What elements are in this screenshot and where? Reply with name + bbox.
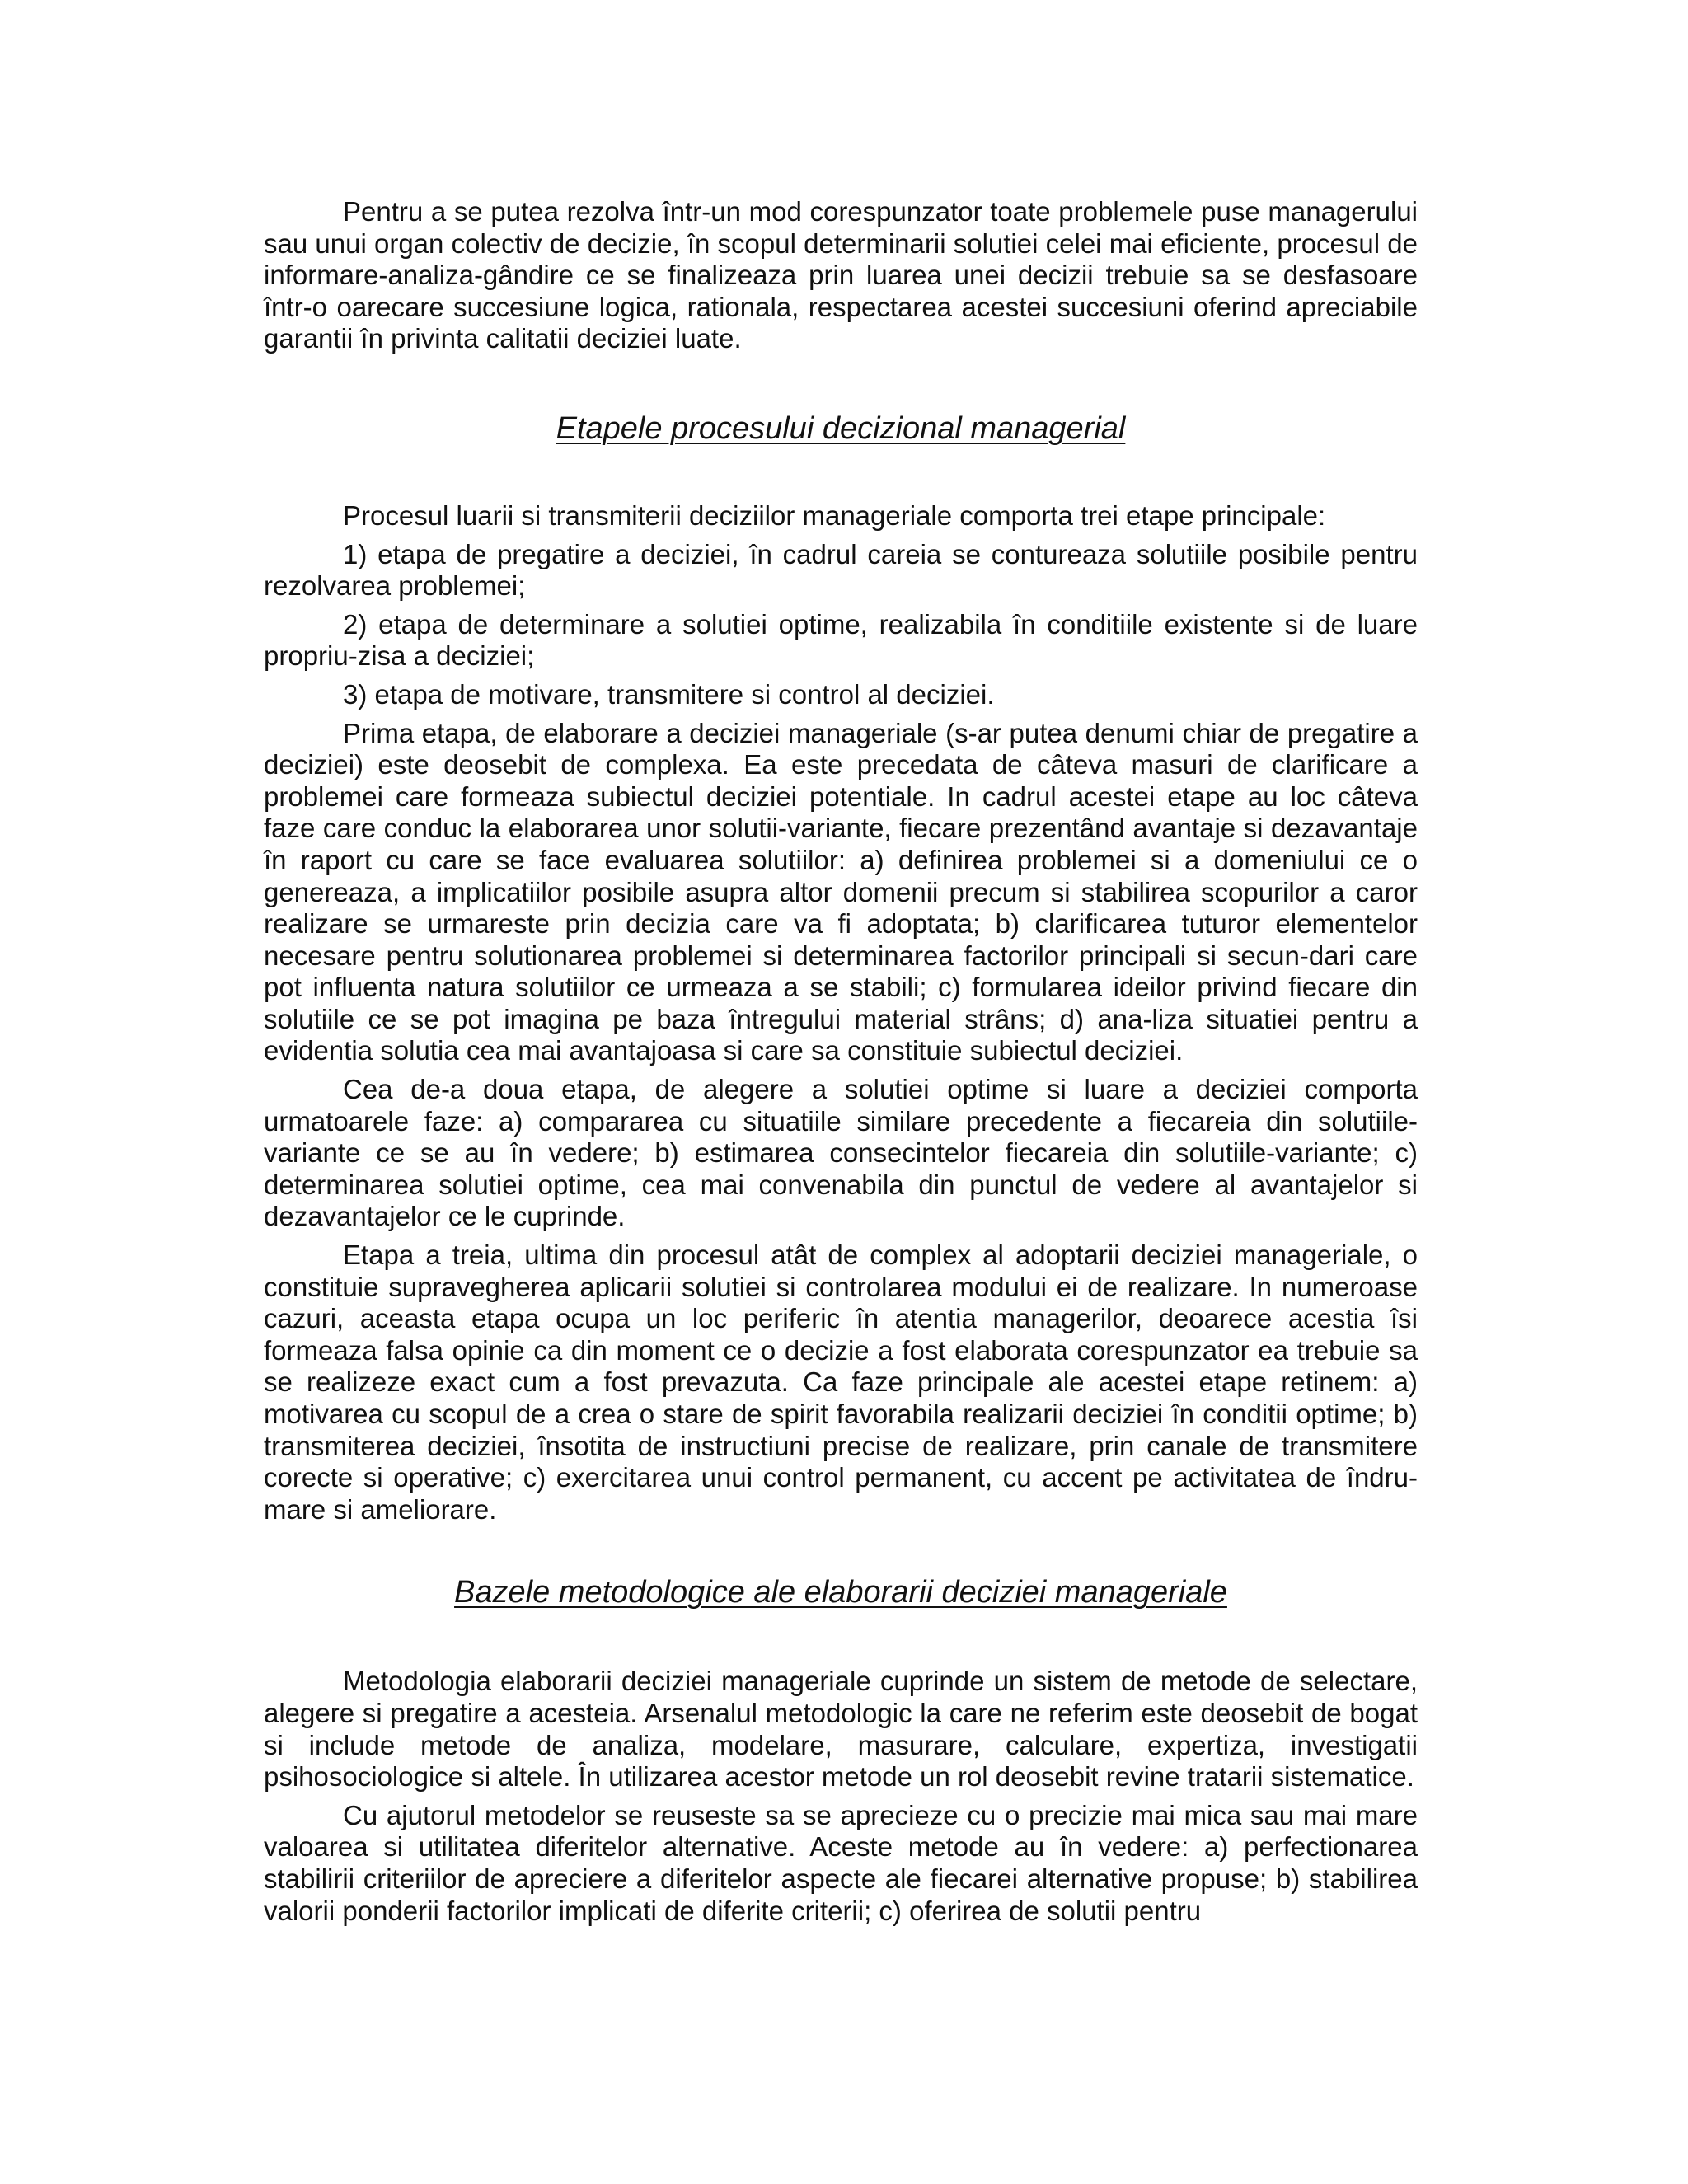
stage-1-item: 1) etapa de pregatire a deciziei, în cadrul careia se contureaza solutiile posibile pentru rezolvarea problemei; <box>264 538 1418 602</box>
intro-paragraph: Pentru a se putea rezolva într-un mod corespunzator toate problemele puse managerului sau unui organ colectiv de decizie, în scopul determinarii solutiei celei mai eficiente, procesul de informare-analiza-gândire ce se finalizeaza prin luarea unei decizii trebuie sa se desfasoare într-o oarecare succesiune logica, rationala, respectarea acestei succesiuni oferind apreciabile garantii în privinta calitatii deciziei luate. <box>264 196 1418 354</box>
stages-lead-paragraph: Procesul luarii si transmiterii deciziilor manageriale comporta trei etape principale: <box>343 499 1326 531</box>
document-page <box>264 196 1418 1933</box>
methods-paragraph: Cu ajutorul metodelor se reuseste sa se aprecieze cu o precizie mai mica sau mai mare valoarea si utilitatea diferitelor alternative. Aceste metode au în vedere: a) perfectionarea stabilirii criteriilor de apreciere a diferitelor aspecte ale fiecarei alternative propuse; b) stabilirea valorii ponderii factorilor implicati de diferite criterii; c) oferirea de solutii pentru <box>264 1799 1418 1926</box>
first-stage-paragraph: Prima etapa, de elaborare a deciziei manageriale (s-ar putea denumi chiar de pregatire a deciziei) este deosebit de complexa. Ea este precedata de câteva masuri de clarificare a problemei care formeaza subiectul deciziei potentiale. In cadrul acestei etape au loc câteva faze care conduc la elaborarea unor solutii-variante, fiecare prezentând avantaje si dezavantaje în raport cu care se face evaluarea solutiilor: a) definirea problemei si a domeniului ce o genereaza, a implicatiilor posibile asupra altor domenii precum si stabilirea scopurilor a caror realizare se urmareste prin decizia care va fi adoptata; b) clarificarea tuturor elementelor necesare pentru solutionarea problemei si determinarea factorilor principali si secun-dari care pot influenta natura solutiilor ce urmeaza a se stabili; c) formularea ideilor privind fiecare din solutiile ce se pot imagina pe baza întregului material strâns; d) ana-liza situatiei pentru a evidentia solutia cea mai avantajoasa si care sa constituie subiectul deciziei. <box>264 717 1418 1066</box>
section-heading-decision-stages: Etapele procesului decizional managerial <box>556 410 1126 446</box>
stage-3-item: 3) etapa de motivare, transmitere si control al deciziei. <box>343 678 995 710</box>
third-stage-paragraph: Etapa a treia, ultima din procesul atât de complex al adoptarii deciziei manageriale, o constituie supravegherea aplicarii solutiei si controlarea modului ei de realizare. In numeroase cazuri, aceasta etapa ocupa un loc periferic în atentia managerilor, deoarece acestia îsi formeaza falsa opinie ca din moment ce o decizie a fost elaborata corespunzator ea trebuie sa se realizeze exact cum a fost prevazuta. Ca faze principale ale acestei etape retinem: a) motivarea cu scopul de a crea o stare de spirit favorabila realizarii deciziei în conditii optime; b) transmiterea deciziei, însotita de instructiuni precise de realizare, prin canale de transmitere corecte si operative; c) exercitarea unui control permanent, cu accent pe activitatea de îndrumare si ameliorare. <box>264 1240 1418 1525</box>
section-heading-methodological-bases: Bazele metodologice ale elaborarii deciziei manageriale <box>454 1575 1227 1610</box>
stage-2-item: 2) etapa de determinare a solutiei optime, realizabila în conditiile existente si de luare propriu-zisa a deciziei; <box>264 608 1418 672</box>
methodology-paragraph: Metodologia elaborarii deciziei manageriale cuprinde un sistem de metode de selectare, alegere si pregatire a acesteia. Arsenalul metodologic la care ne referim este deosebit de bogat si include metode de analiza, modelare, masurare, calculare, expertiza, investigatii psihosociologice si altele. În utilizarea acestor metode un rol deosebit revine tratarii sistematice. <box>264 1666 1418 1793</box>
second-stage-paragraph: Cea de-a doua etapa, de alegere a solutiei optime si luare a deciziei comporta urmatoarele faze: a) compararea cu situatiile similare precedente a fiecareia din solutiile-variante ce se au în vedere; b) estimarea consecintelor fiecareia din solutiile-variante; c) determinarea solutiei optime, cea mai convenabila din punctul de vedere al avantajelor si dezavantajelor ce le cuprinde. <box>264 1074 1418 1232</box>
